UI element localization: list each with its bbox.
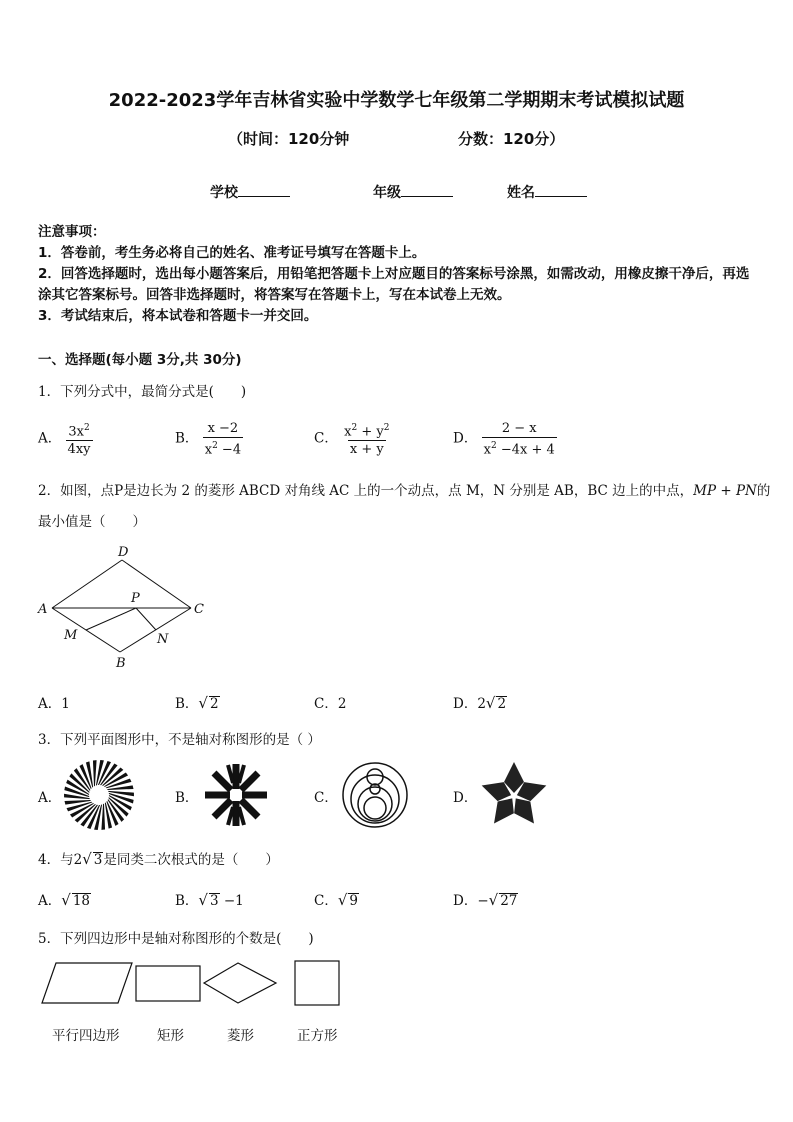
q1-b-letter: B． <box>175 430 199 447</box>
exam-score: 分数：120分） <box>458 130 565 148</box>
q2-option-d: D．2√ 2 <box>453 694 507 712</box>
starburst-figure <box>203 762 269 828</box>
q3-stem: 3．下列平面图形中，不是轴对称图形的是（ ） <box>38 732 321 748</box>
label-rectangle: 矩形 <box>157 1028 184 1044</box>
page-title: 2022-2023学年吉林省实验中学数学七年级第二学期期末考试模拟试题 <box>108 90 685 111</box>
label-d: D <box>118 545 129 560</box>
rhombus-figure <box>36 543 216 673</box>
q2-option-a: A．1 <box>38 696 70 712</box>
name-label: 姓名 <box>507 185 535 201</box>
notice-item-1: 1．答卷前，考生务必将自己的姓名、准考证号填写在答题卡上。 <box>38 245 426 261</box>
edge-ad <box>52 560 122 608</box>
square-shape <box>295 961 339 1005</box>
q2-expression: MP + PN <box>693 483 757 499</box>
q1-c-fraction: $\frac{x^2 + y^2}{x + y}$ <box>344 423 390 458</box>
q1-option-b <box>175 420 243 458</box>
q1-option-d <box>453 420 557 458</box>
label-square: 正方形 <box>297 1028 338 1044</box>
notice-heading: 注意事项： <box>38 224 106 240</box>
q1-option-a <box>38 420 93 458</box>
school-field <box>210 182 290 202</box>
name-field <box>507 182 587 202</box>
name-blank <box>535 184 587 197</box>
segment-pn <box>136 608 156 630</box>
q2-option-b: B．√ 2 <box>175 694 219 712</box>
q1-c-letter: C． <box>314 430 338 447</box>
label-m: M <box>64 628 78 643</box>
school-blank <box>238 184 290 197</box>
notice-item-2: 2．回答选择题时，选出每小题答案后，用铅笔把答题卡上对应题目的答案标号涂黑，如需改动，用橡皮擦干净后，再选涂其它答案标号。回答非选择题时，将答案写在答题卡上，写在本试卷上无效。 <box>38 266 750 303</box>
q3-option-b-letter: B． <box>175 790 199 806</box>
quadrilaterals-figure <box>38 958 348 1008</box>
grade-label: 年级 <box>373 185 401 201</box>
label-n: N <box>157 632 169 647</box>
q1-stem: 1．下列分式中，最简分式是( ) <box>38 384 247 400</box>
notice-item-3: 3．考试结束后，将本试卷和答题卡一并交回。 <box>38 308 318 324</box>
grade-field <box>373 182 453 202</box>
q5-stem: 5．下列四边形中是轴对称图形的个数是( ) <box>38 931 314 947</box>
q3-option-c-letter: C． <box>314 790 338 806</box>
grade-blank <box>401 184 453 197</box>
label-c: C <box>194 602 204 617</box>
label-parallelogram: 平行四边形 <box>52 1028 120 1044</box>
q1-a-letter: A． <box>38 430 62 447</box>
q1-a-fraction: $\frac{3x^2}{4xy}$ <box>67 423 91 458</box>
exam-time: （时间：120分钟 <box>228 130 350 148</box>
q1-option-c <box>314 420 391 458</box>
q4-option-c: C．√ 9 <box>314 891 358 909</box>
rectangle-shape <box>136 966 200 1001</box>
q4-option-a: A．√ 18 <box>38 891 90 909</box>
q3-option-a-letter: A． <box>38 790 62 806</box>
q4-stem: 4．与2√ 3是同类二次根式的是（ ） <box>38 850 279 868</box>
label-p: P <box>131 591 140 606</box>
q2-stem: 2．如图，点P是边长为 2 的菱形 ABCD 对角线 AC 上的一个动点，点 M，N 分别是 AB，BC 边上的中点，MP + PN的 <box>38 483 771 499</box>
section-title: 一、选择题(每小题 3分,共 30分) <box>38 352 242 368</box>
rhombus-shape <box>204 963 276 1003</box>
q3-option-d-letter: D． <box>453 790 478 806</box>
segment-mp <box>86 608 136 630</box>
q4-option-d: D．−√ 27 <box>453 891 518 909</box>
q1-d-letter: D． <box>453 430 478 447</box>
label-a: A <box>38 602 48 617</box>
notice-block <box>38 222 762 327</box>
q2-stem-line2: 最小值是（ ） <box>38 514 146 530</box>
star-kite-figure <box>477 760 551 830</box>
label-b: B <box>116 656 126 671</box>
q4-option-b: B．√ 3 −1 <box>175 891 244 909</box>
q1-d-fraction: $\frac{2 - x}{x^2 -4x + 4}$ <box>483 421 555 458</box>
label-rhombus: 菱形 <box>227 1028 254 1044</box>
parallelogram-shape <box>42 963 132 1003</box>
school-label: 学校 <box>210 185 238 201</box>
q2-option-c: C．2 <box>314 696 347 712</box>
nested-circles-figure <box>340 760 410 830</box>
pinwheel-figure <box>62 758 136 832</box>
q1-b-fraction: $\frac{x -2}{x^2 -4}$ <box>204 421 242 458</box>
